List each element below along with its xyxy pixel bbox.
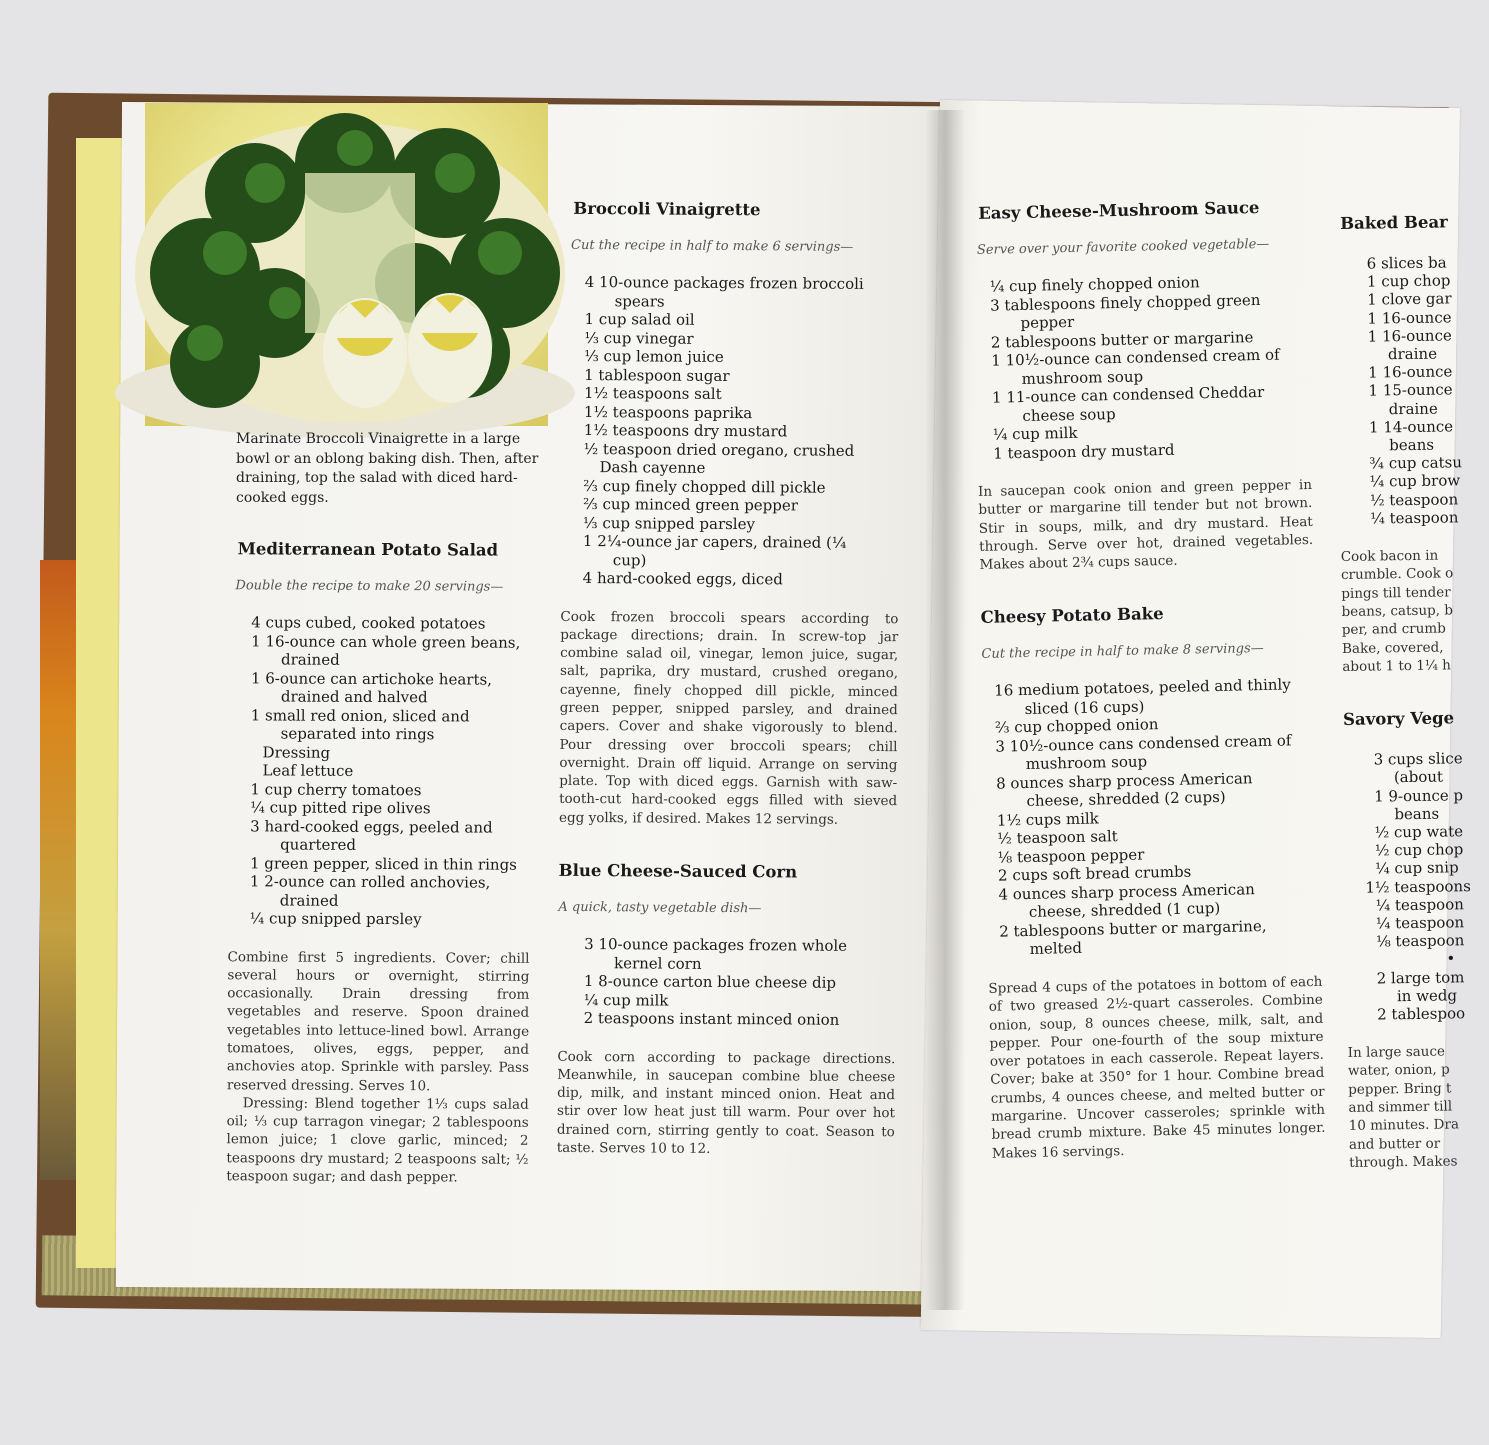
- direction-line: In large sauce: [1347, 1043, 1446, 1062]
- ingredient-item: 1 tablespoon sugar: [584, 365, 730, 385]
- ingredient-item: 3 cups slice: [1373, 749, 1463, 769]
- ingredient-item: 1 16-ounce can whole green beans, drained: [251, 631, 521, 669]
- ingredient-item: beans: [1394, 804, 1440, 823]
- ingredient-item: 1 6-ounce can artichoke hearts, drained and halved: [250, 668, 493, 707]
- ingredient-item: ⅔ cup minced green pepper: [583, 494, 799, 515]
- ingredient-item: 3 10½-ounce cans condensed cream of mushroom soup: [995, 731, 1292, 774]
- ingredient-item: draine: [1387, 344, 1438, 364]
- ingredient-item: ¼ cup milk: [992, 423, 1078, 444]
- ingredient-item: 4 ounces sharp process American cheese, shredded (1 cup): [998, 880, 1256, 922]
- ingredient-item: 1½ teaspoons salt: [583, 383, 722, 403]
- ingredient-item: 4 hard-cooked eggs, diced: [582, 568, 783, 589]
- ingredient-item: ¼ cup snipped parsley: [249, 909, 422, 929]
- ingredient-item: 2 teaspoons instant minced onion: [583, 1009, 840, 1029]
- direction-line: crumble. Cook o: [1340, 565, 1454, 584]
- ingredient-item: 1½ teaspoons dry mustard: [583, 420, 788, 441]
- ingredient-list: [1367, 253, 1481, 528]
- ingredient-item: ¾ cup catsu: [1369, 453, 1463, 473]
- ingredient-item: 1 16-ounce: [1367, 326, 1452, 346]
- ingredient-item: 1 cup chop: [1366, 271, 1451, 291]
- recipe-directions: Cook frozen broccoli spears according to package directions; drain. In screw-top jar combine salad oil, vinegar, lemon juice, sugar, salt, paprika, dry mustard, crushed oregano, cayenne, finely chopped dill pickle, minced green pepper, snipped parsley, and drained capers. Cover and shake vigorously to blend. Pour dressing over broccoli spears; chill overnight. Drain off liquid. Arrange on serving plate. Top with diced eggs. Garnish with saw-tooth-cut hard-cooked eggs filled with sieved egg yolks, if desired. Makes 12 servings.: [558, 608, 899, 828]
- ingredient-item: 2 tablespoons butter or margarine, melted: [999, 916, 1267, 959]
- direction-line: per, and crumb: [1341, 620, 1446, 639]
- ingredient-item: draine: [1388, 399, 1438, 418]
- ingredient-item: 1 11-ounce can condensed Cheddar cheese soup: [991, 382, 1265, 425]
- ingredient-list: [994, 676, 1310, 960]
- ingredient-item: 1 15-ounce: [1368, 380, 1453, 400]
- ingredient-item: 2 tablespoons butter or margarine: [990, 327, 1254, 352]
- ingredient-item: ⅓ cup vinegar: [584, 328, 694, 348]
- ingredient-item: ⅔ cup chopped onion: [994, 715, 1159, 738]
- ingredient-item: •: [1446, 949, 1456, 968]
- ingredient-item: ¼ cup pitted ripe olives: [250, 798, 431, 818]
- ingredient-item: ½ teaspoon dried oregano, crushed: [583, 439, 855, 460]
- ingredient-item: 1 16-ounce: [1367, 308, 1452, 328]
- broccoli-illustration: [145, 103, 548, 426]
- recipe-directions: Combine first 5 ingredients. Cover; chill several hours or overnight, stirring occasionally. Drain dressing from vegetables and reserve. Spoon drained vegetables into lettuce-lined bowl. Arrange tomatoes, olives, eggs, pepper, and anchovies atop. Sprinkle with parsley. Pass reserved dressing. Serves 10.: [226, 948, 530, 1094]
- ingredient-item: 1 8-ounce carton blue cheese dip: [583, 972, 837, 992]
- ingredient-item: (about: [1393, 767, 1444, 787]
- ingredient-item: ¼ cup milk: [583, 990, 669, 1010]
- ingredient-item: Dash cayenne: [599, 458, 706, 477]
- ingredient-item: ½ cup wate: [1374, 822, 1464, 842]
- ingredient-item: ⅔ cup finely chopped dill pickle: [583, 476, 826, 497]
- ingredient-item: 1 9-ounce p: [1374, 785, 1464, 806]
- ingredient-item: 1½ teaspoons paprika: [583, 402, 753, 422]
- recipe-title: Mediterranean Potato Salad: [237, 539, 499, 560]
- recipe-subtitle: Cut the recipe in half to make 6 servings—: [570, 237, 854, 255]
- ingredient-item: 1 cup salad oil: [584, 309, 695, 329]
- recipe-directions: Cook corn according to package directions. Meanwhile, in saucepan combine blue cheese dip, milk, and instant minced onion. Heat and stir over low heat just till warm. Pour over hot drained corn, stirring gently to coat. Season to taste. Serves 10 to 12.: [556, 1048, 896, 1157]
- ingredient-item: 3 hard-cooked eggs, peeled and quartered: [250, 816, 493, 854]
- photo-caption: Marinate Broccoli Vinaigrette in a large bowl or an oblong baking dish. Then, after draining, top the salad with diced hard-cooked eggs.: [236, 431, 539, 506]
- recipe-directions: Spread 4 cups of the potatoes in bottom of each of two greased 2½-quart casseroles. Combine onion, soup, 8 ounces cheese, milk, salt, and pepper. Pour one-fourth of the soup mixture over potatoes in each casserole. Repeat layers. Cover; bake at 350° for 1 hour. Combine bread crumbs, 4 ounces cheese, and melted butter or margarine. Uncover casseroles; sprinkle with bread crumb mixture. Bake 45 minutes longer. Makes 16 servings.: [988, 973, 1326, 1162]
- book-gutter: [925, 110, 965, 1310]
- direction-line: 10 minutes. Dra: [1348, 1116, 1460, 1135]
- ingredient-item: 4 10-ounce packages frozen broccoli spears: [584, 272, 864, 311]
- ingredient-list: [990, 271, 1294, 462]
- recipe-title: Broccoli Vinaigrette: [573, 198, 761, 220]
- left-recipe-column: [226, 539, 531, 1187]
- ingredient-list: [584, 935, 875, 1030]
- ingredient-item: ⅓ cup lemon juice: [584, 346, 724, 366]
- ingredient-list: [1365, 749, 1487, 1024]
- recipe-directions: [1348, 1042, 1489, 1172]
- recipe-directions: In saucepan cook onion and green pepper in butter or margarine till tender but not brown. Stir in soups, milk, and dry mustard. Heat through. Serve over hot, drained vegetables. Makes about 2¾ cups sauce.: [977, 476, 1314, 574]
- ingredient-item: 1 14-ounce: [1368, 417, 1454, 437]
- ingredient-item: 4 cups cubed, cooked potatoes: [251, 613, 486, 633]
- ingredient-list: [250, 613, 532, 929]
- ingredient-item: 1 green pepper, sliced in thin rings: [249, 853, 517, 874]
- right-recipe-column: [972, 197, 1326, 1163]
- ingredient-item: 1 2-ounce can rolled anchovies, drained: [249, 872, 491, 910]
- direction-line: through. Makes: [1349, 1153, 1458, 1171]
- ingredient-item: ⅛ teaspoon pepper: [997, 845, 1145, 867]
- recipe-subtitle: Cut the recipe in half to make 8 servings—: [981, 641, 1264, 663]
- ingredient-item: 8 ounces sharp process American cheese, shredded (2 cups): [995, 769, 1253, 811]
- recipe-title: Savory Vege: [1342, 708, 1455, 730]
- ingredient-item: 3 tablespoons finely chopped green pepper: [989, 290, 1261, 333]
- ingredient-item: ¼ teaspoon: [1370, 508, 1459, 528]
- direction-line: about 1 to 1¼ h: [1342, 657, 1452, 675]
- ingredient-item: 1 16-ounce: [1368, 362, 1453, 382]
- recipe-subtitle: A quick, tasty vegetable dish—: [558, 899, 762, 917]
- ingredient-item: 1 teaspoon dry mustard: [993, 440, 1175, 463]
- ingredient-item: 3 10-ounce packages frozen whole kernel corn: [584, 935, 848, 973]
- ingredient-item: ½ cup chop: [1374, 840, 1464, 860]
- ingredient-item: Dressing: [262, 742, 331, 762]
- ingredient-item: 1 10½-ounce can condensed cream of mushroom soup: [991, 345, 1280, 388]
- ingredient-item: ½ teaspoon salt: [997, 827, 1118, 849]
- direction-line: and simmer till: [1348, 1098, 1453, 1116]
- ingredient-item: 1 clove gar: [1367, 289, 1452, 309]
- ingredient-item: ¼ cup brow: [1369, 471, 1461, 491]
- direction-line: Bake, covered,: [1341, 639, 1444, 657]
- ingredient-item: 2 large tom: [1376, 967, 1465, 988]
- recipe-subtitle: Double the recipe to make 20 servings—: [235, 578, 504, 595]
- ingredient-item: ¼ teaspoon: [1375, 895, 1464, 915]
- direction-line: pepper. Bring t: [1348, 1080, 1452, 1098]
- ingredient-item: in wedg: [1396, 986, 1458, 1005]
- recipe-directions: [1341, 546, 1483, 676]
- ingredient-item: beans: [1389, 435, 1435, 455]
- ingredient-list: [583, 273, 881, 590]
- ingredient-item: ¼ cup snip: [1375, 858, 1459, 878]
- ingredient-item: 1 small red onion, sliced and separated into rings: [250, 705, 470, 744]
- direction-line: water, onion, p: [1347, 1061, 1450, 1080]
- middle-recipe-column: [557, 199, 902, 1160]
- recipe-subtitle: Serve over your favorite cooked vegetable—: [976, 236, 1270, 258]
- direction-line: and butter or: [1348, 1135, 1441, 1153]
- ingredient-item: 1½ cups milk: [996, 809, 1099, 830]
- broccoli-photo: [145, 103, 548, 426]
- ingredient-item: 6 slices ba: [1366, 253, 1447, 273]
- ingredient-item: 16 medium potatoes, peeled and thinly sliced (16 cups): [994, 675, 1291, 718]
- recipe-title: Easy Cheese-Mushroom Sauce: [977, 197, 1260, 223]
- cutoff-recipe-column: [1336, 212, 1489, 1172]
- ingredient-item: 2 tablespoo: [1377, 1004, 1466, 1024]
- ingredient-item: 1 cup cherry tomatoes: [250, 779, 422, 799]
- ingredient-item: ⅛ teaspoon: [1376, 931, 1465, 951]
- ingredient-item: 2 cups soft bread crumbs: [997, 863, 1192, 886]
- recipe-title: Baked Bear: [1339, 212, 1448, 233]
- direction-line: Cook bacon in: [1340, 547, 1439, 566]
- ingredient-item: Leaf lettuce: [262, 761, 354, 780]
- ingredient-item: ¼ cup finely chopped onion: [989, 273, 1200, 296]
- ingredient-item: 1 2¼-ounce jar capers, drained (¼ cup): [582, 531, 847, 569]
- recipe-title: Blue Cheese-Sauced Corn: [558, 860, 798, 882]
- ingredient-item: 1½ teaspoons: [1365, 876, 1471, 897]
- recipe-title: Cheesy Potato Bake: [980, 604, 1164, 628]
- ingredient-item: ⅓ cup snipped parsley: [583, 513, 756, 533]
- direction-line: beans, catsup, b: [1341, 602, 1454, 620]
- dressing-directions: Dressing: Blend together 1⅓ cups salad oil; ⅓ cup tarragon vinegar; 2 tablespoons lemon juice; 1 clove garlic, minced; 2 teaspoons dry mustard; 2 teaspoons salt; ½ teaspoon sugar; and dash pepper.: [226, 1095, 529, 1186]
- ingredient-item: ¼ teaspoon: [1375, 913, 1465, 933]
- ingredient-item: ½ teaspoon: [1369, 489, 1459, 510]
- direction-line: pings till tender: [1341, 584, 1451, 602]
